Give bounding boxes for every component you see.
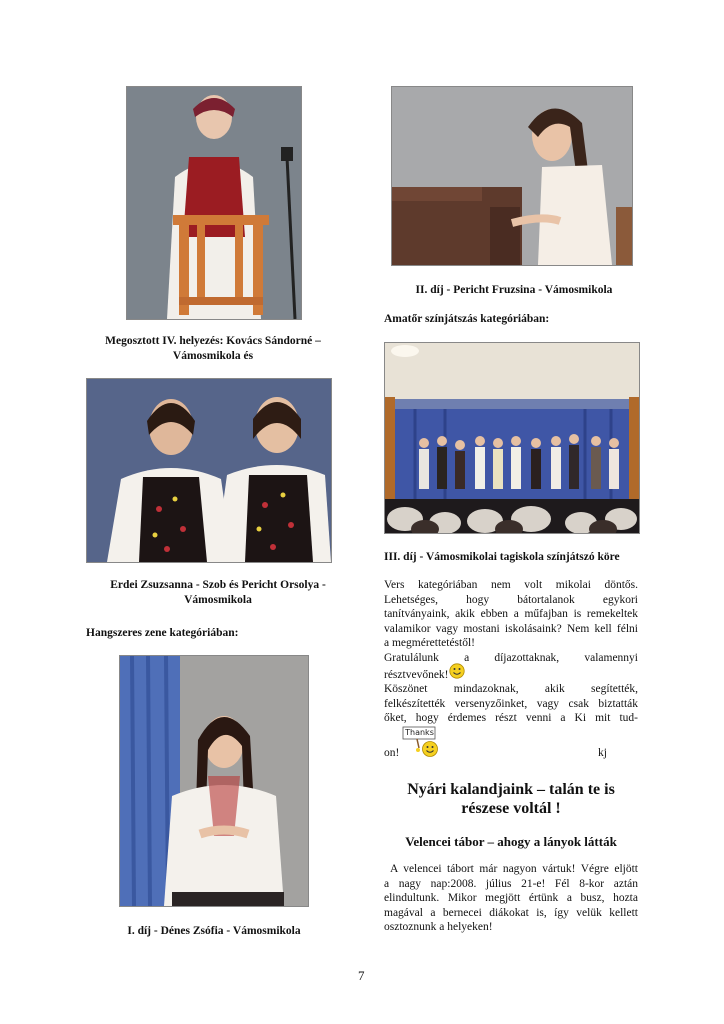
thanks-sign-text: Thanks (405, 728, 434, 737)
caption-photo2: Erdei Zsuzsanna - Szob és Pericht Orsolya - Vámosmikola (110, 579, 326, 606)
category-music: Hangszeres zene kategóriában: (86, 627, 239, 639)
smiley-icon (449, 663, 465, 679)
article-subtitle: Velencei tábor – ahogy a lányok látták (405, 834, 617, 849)
vers-paragraph (384, 578, 638, 726)
article-line: elindultunk. Mikor megjött értünk a busz, hozta (384, 892, 638, 905)
article-body (384, 862, 638, 935)
vers-line: őket, hogy érdemes részt venni a Ki mit tud- (384, 712, 638, 725)
photo-elderly-woman-costume (126, 86, 302, 320)
vers-line: valamikor vagy mostani iskolásaink? Nem kell félni (384, 622, 638, 635)
vers-line-text: résztvevőnek! (384, 668, 449, 681)
category-theatre: Amatőr színjátszás kategóriában: (384, 313, 550, 325)
article-line: osztoznunk a helyeken! (384, 921, 493, 934)
photo-girl-piano (391, 86, 633, 266)
caption-photo4: II. díj - Pericht Fruzsina - Vámosmikola (415, 284, 613, 296)
vers-line (384, 668, 638, 683)
article-line: magával a bernecei diákokat is, így velük kellett (384, 906, 638, 919)
author-initials: kj (598, 747, 607, 759)
photo-stage-play (384, 342, 640, 534)
page-number: 7 (358, 968, 365, 983)
caption-photo1: Megosztott IV. helyezés: Kovács Sándorné – Vámosmikola és (105, 335, 321, 362)
vers-line: a megmérettetéstől! (384, 637, 476, 650)
article-title: Nyári kalandjaink – talán te is részese voltál ! (407, 781, 615, 817)
article-line: A velencei tábort már nagyon vártuk! Végre eljött (390, 863, 638, 875)
photo-girl-blue-curtain (119, 655, 309, 907)
vers-line: Vers kategóriában nem volt mikolai döntős. (384, 579, 638, 591)
vers-line: tanítványaink, akik ebben a műfajban is remekeltek (384, 608, 638, 621)
vers-line: Gratulálunk a díjazottaknak, valamennyi (384, 651, 638, 664)
caption-photo5: III. díj - Vámosmikolai tagiskola színjátszó köre (384, 551, 620, 563)
vers-line: Köszönet mindazoknak, akik segítették, (384, 683, 638, 696)
caption-photo3: I. díj - Dénes Zsófia - Vámosmikola (127, 925, 301, 937)
vers-line-on: on! (384, 747, 400, 759)
photo-two-girls-costume (86, 378, 332, 563)
thanks-smiley-icon (402, 726, 442, 758)
vers-line: felkészítették versenyzőinket, vagy csak biztatták (384, 697, 638, 710)
article-line: a nagy nap:2008. július 21-e! Fél 8-kor aztán (384, 877, 638, 890)
vers-line: Lehetséges, hogy bátortalanok egykori (384, 593, 638, 606)
